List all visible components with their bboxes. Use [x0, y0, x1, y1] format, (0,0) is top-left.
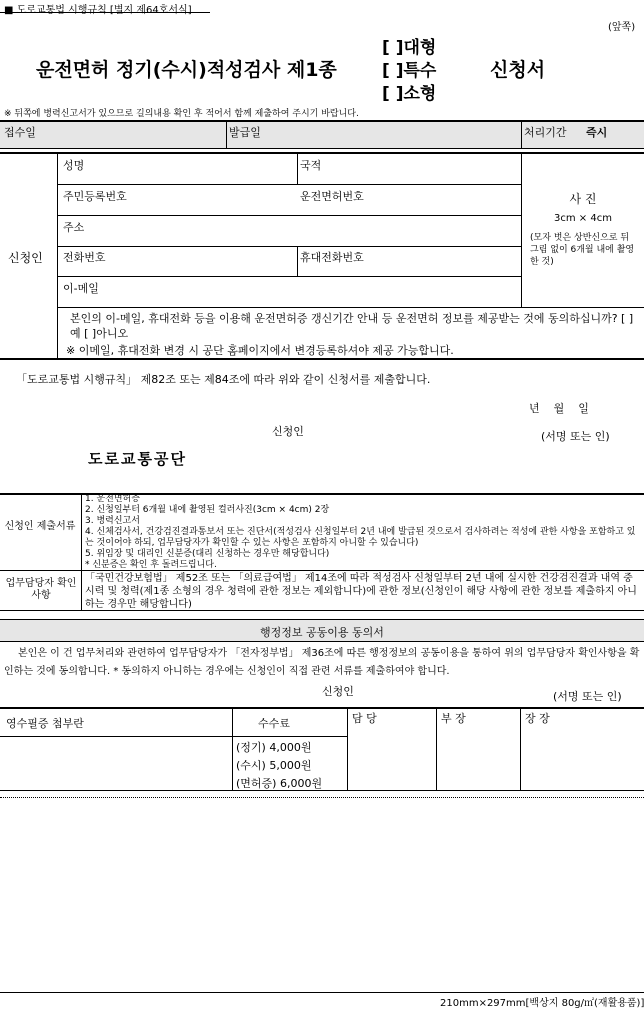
option-small: [ ]소형: [382, 84, 437, 104]
photo-note: (모자 벗은 상반신으로 뒤 그림 없이 6개월 내에 촬영한 것): [530, 233, 635, 267]
declaration-sign-note[interactable]: (서명 또는 인): [541, 430, 610, 443]
notice-text: ※ 뒤쪽에 병력신고서가 있으므로 길의내용 확인 후 적어서 함께 제출하여 주시기 바랍니다.: [4, 109, 359, 119]
fee-item: (수시) 5,000원: [236, 759, 312, 772]
applicant-section-label: 신청인: [8, 251, 43, 265]
document-item: 5. 위임장 및 대리인 신분증(대리 신청하는 경우만 해당합니다): [85, 549, 330, 559]
page-side-note: (앞쪽): [608, 22, 636, 33]
photo-size: 3cm × 4cm: [554, 213, 612, 224]
approval-head[interactable]: 장 장: [525, 712, 550, 725]
name-field[interactable]: 성명: [63, 159, 85, 172]
form-title-tail: 신청서: [490, 59, 546, 81]
photo-title: 사 진: [569, 192, 597, 206]
fee-list: [236, 739, 322, 793]
header-underline: [0, 12, 210, 13]
approval-staff[interactable]: 담 당: [352, 712, 377, 725]
document-item: 4. 신체검사서, 건강검진결과통보서 또는 진단서(적성검사 신청일부터 2년 내에 발급된 것으로서 검사하려는 적성에 관한 사항을 포함하고 있는 것이어야 하되, 업무담당자가 확인할 수 있는 사항은 포함하지 아니할 수 있습니다): [85, 527, 636, 548]
submitted-documents-label: 신청인 제출서류: [4, 521, 76, 532]
consent-question[interactable]: 본인의 이-메일, 휴대전화 등을 이용해 운전면허증 갱신기간 안내 등 운전면허 정보를 제공받는 것에 동의하십니까? [ ]예 [ ]아니오: [70, 312, 634, 340]
fee-item: (면허증) 6,000원: [236, 777, 323, 790]
approval-manager[interactable]: 부 장: [441, 712, 466, 725]
cut-line: [0, 797, 644, 798]
mobile-field[interactable]: 휴대전화번호: [300, 251, 364, 264]
declaration-statement: 「도로교통법 시행규칙」 제82조 또는 제84조에 따라 위와 같이 신청서를 제출합니다.: [16, 373, 431, 386]
declaration-applicant: 신청인: [272, 425, 304, 438]
document-item: 2. 신청일부터 6개월 내에 촬영된 컬러사진(3cm × 4cm) 2장: [85, 505, 330, 515]
document-item: 3. 병력신고서: [85, 516, 140, 526]
email-field[interactable]: 이-메일: [63, 282, 99, 295]
fee-item: (정기) 4,000원: [236, 741, 312, 754]
admin-consent-title: 행정정보 공동이용 동의서: [260, 626, 384, 639]
resident-number-field[interactable]: 주민등록번호: [63, 190, 127, 203]
document-item: 1. 운전면허증: [85, 494, 140, 504]
document-item: * 신분증은 확인 후 돌려드립니다.: [85, 560, 217, 570]
nationality-field[interactable]: 국적: [300, 159, 322, 172]
address-field[interactable]: 주소: [63, 221, 85, 234]
photo-box[interactable]: [524, 190, 642, 224]
license-number-field[interactable]: 운전면허번호: [300, 190, 364, 203]
option-large: [ ]대형: [382, 38, 437, 58]
admin-sign-note[interactable]: (서명 또는 인): [553, 690, 622, 703]
paper-spec: 210mm×297mm[백상지 80g/㎡(재활용품)]: [440, 998, 644, 1009]
receipt-label: 접수일: [4, 126, 36, 139]
form-reference: ■ 도로교통법 시행규칙 [별지 제64호서식]: [4, 5, 192, 16]
stamp-attach-label[interactable]: 영수필증 첨부란: [6, 717, 84, 730]
consent-note: ※ 이메일, 휴대전화 변경 시 공단 홈페이지에서 변경등록하셔야 제공 가능합니다.: [66, 344, 454, 357]
officer-check-text: 「국민건강보험법」 제52조 또는 「의료급여법」 제14조에 따라 적성검사 신청일부터 2년 내에 실시한 건강검진결과 내역 중 시력 및 청력(제1종 소형의 경우 청력에 관한 정보는 제외합니다)에 관한 정보(신청인이 해당 사항에 관한 정보를 제출하지 아니하는 경우만 해당합니다): [85, 573, 637, 610]
admin-consent-text: 본인은 이 건 업무처리와 관련하여 업무담당자가 「전자정부법」 제36조에 따른 행정정보의 공동이용을 통하여 위의 업무담당자 확인사항을 확인하는 것에 동의합니다. * 동의하지 아니하는 경우에는 신청인이 직접 관련 서류를 제출하여야 합니다.: [4, 648, 640, 677]
documents-list: [85, 494, 640, 571]
officer-check-label: 업무담당자 확인사항: [5, 578, 77, 601]
admin-applicant: 신청인: [322, 685, 354, 698]
form-title: 운전면허 정기(수시)적성검사 제1종: [36, 59, 337, 81]
declaration-date[interactable]: 년 월 일: [529, 402, 589, 415]
recipient-agency: 도로교통공단: [88, 450, 187, 468]
fee-label: 수수료: [258, 717, 290, 730]
processing-period-value: 즉시: [586, 126, 608, 139]
processing-period-label: 처리기간: [524, 126, 567, 139]
option-special: [ ]특수: [382, 61, 437, 81]
issue-date-label: 발급일: [229, 126, 261, 139]
phone-field[interactable]: 전화번호: [63, 251, 106, 264]
